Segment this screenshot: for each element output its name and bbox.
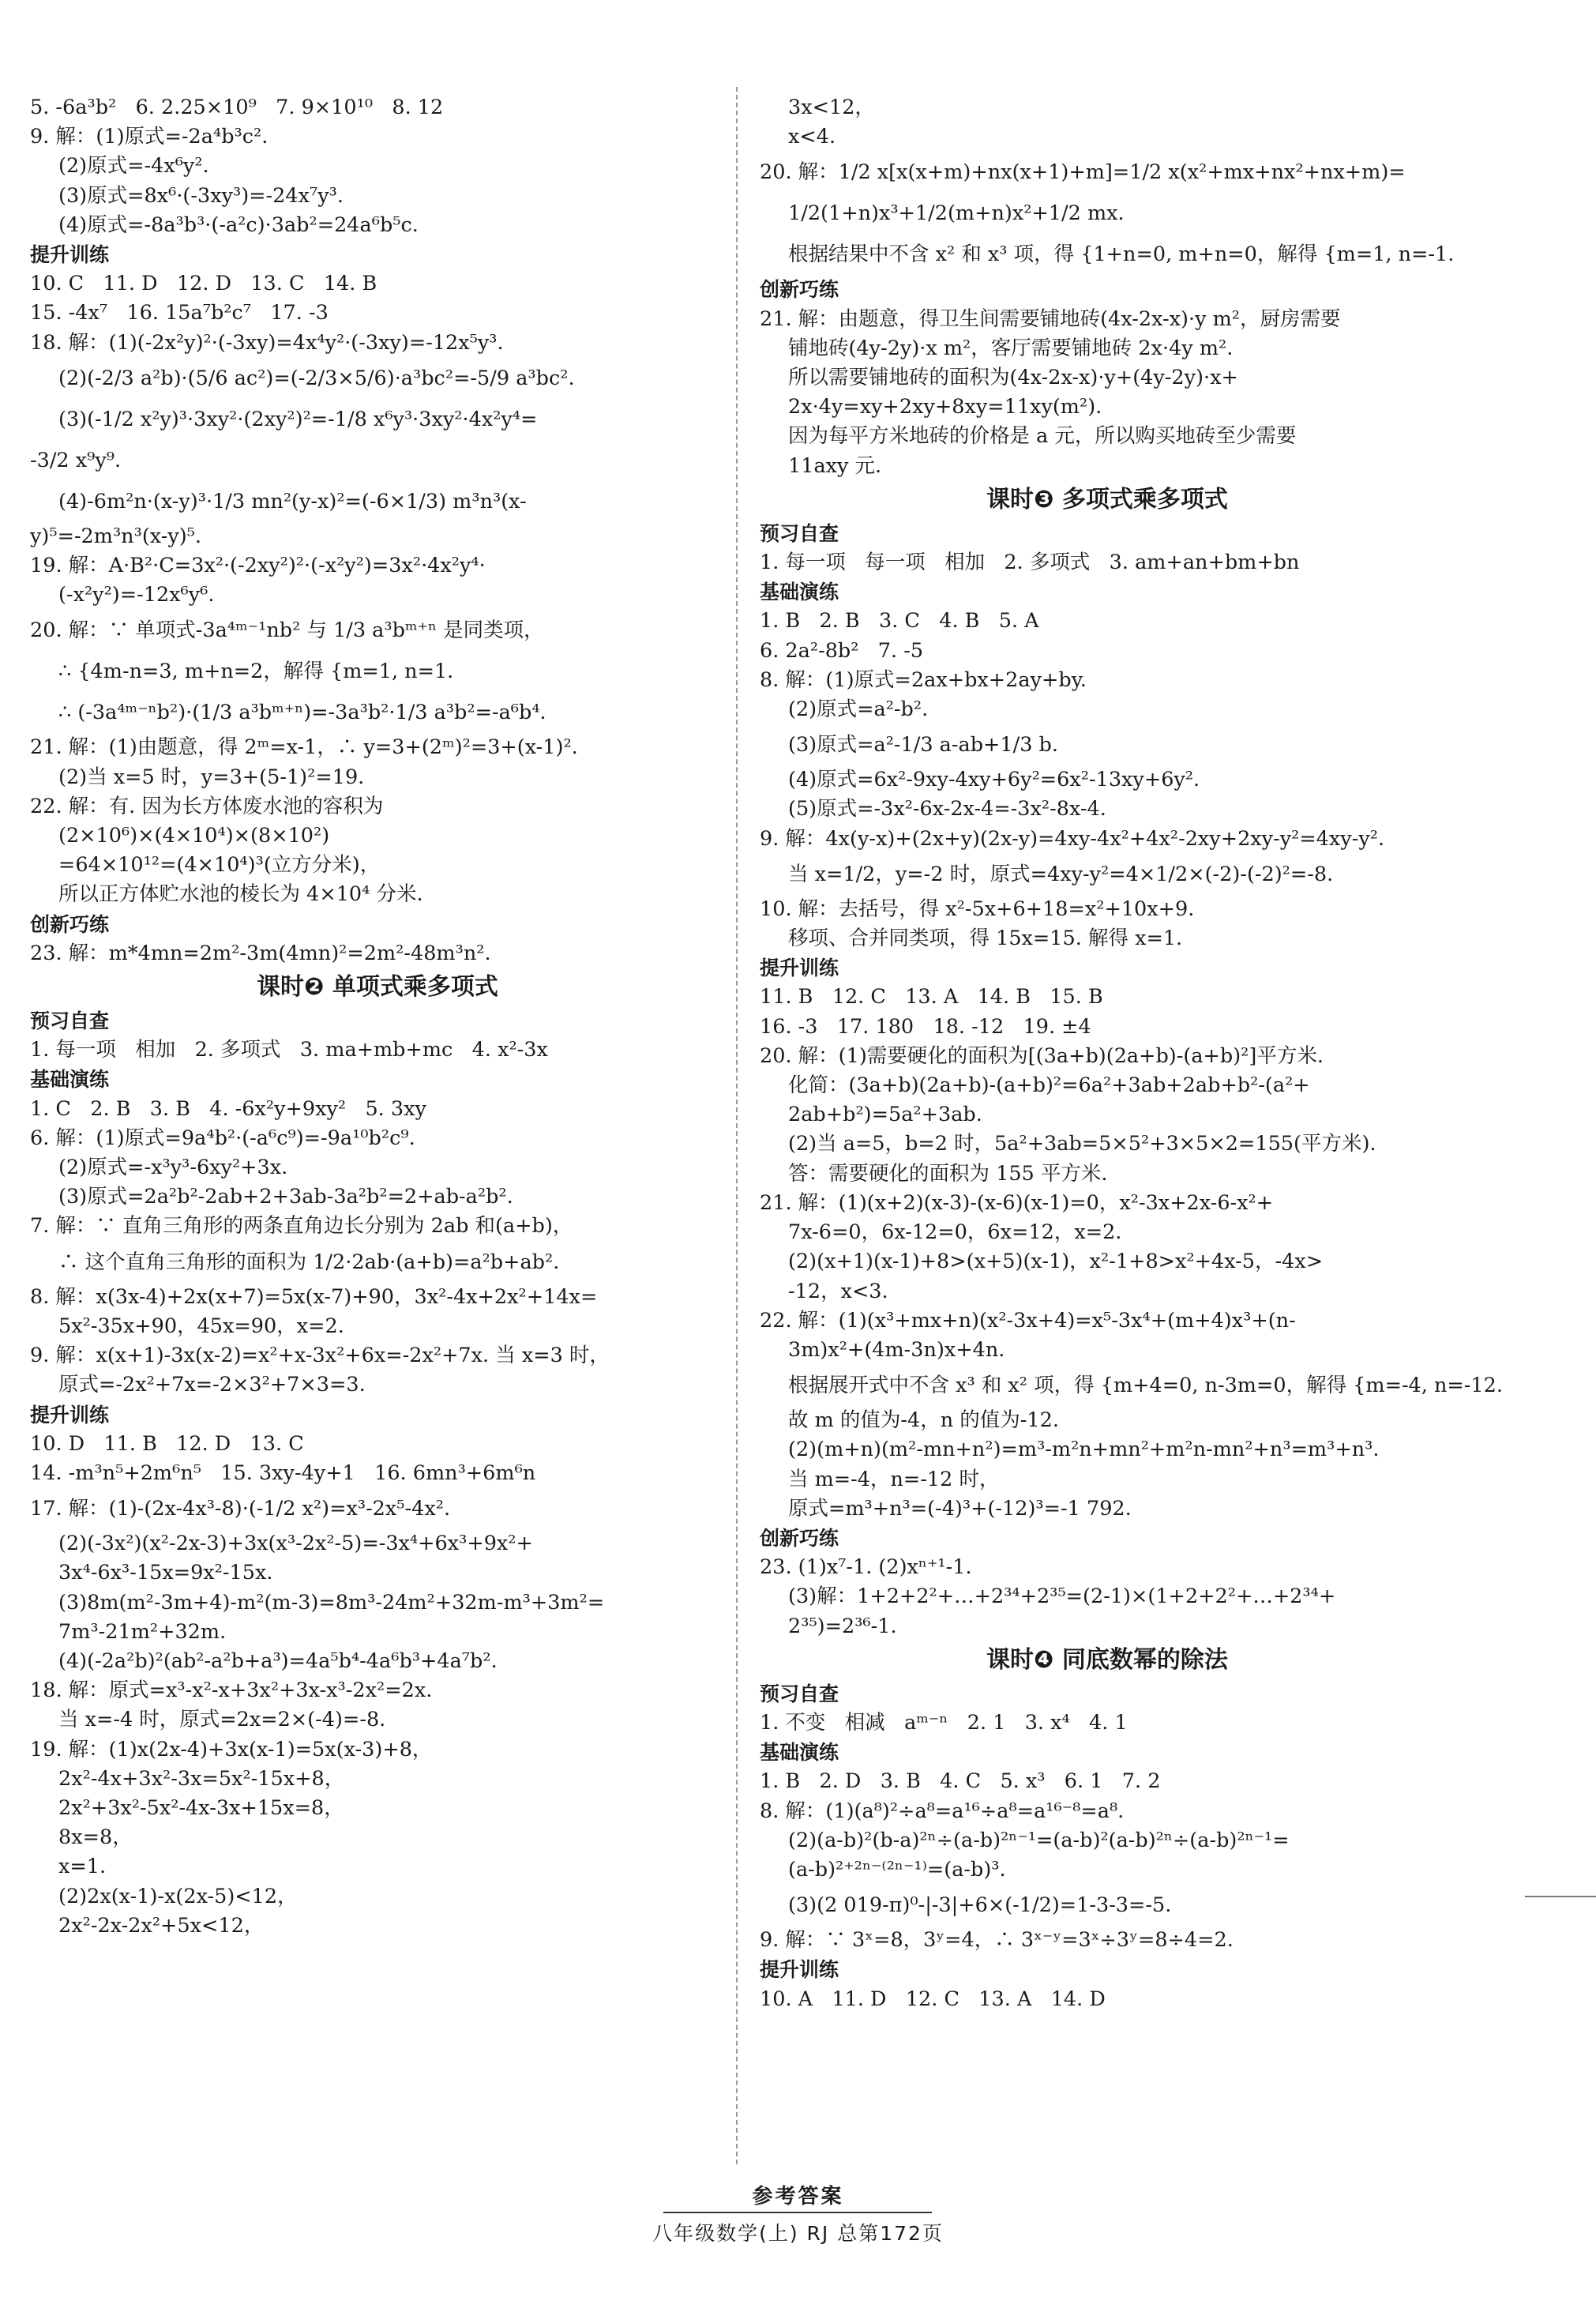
answer-line: ∴ (-3a⁴ᵐ⁻ⁿb²)·(1/3 a³bᵐ⁺ⁿ)=-3a³b²·1/3 a³b²=-a⁶b⁴. <box>58 701 546 725</box>
answer-line: -3/2 x⁹y⁹. <box>30 448 122 472</box>
answer-line: 所以正方体贮水池的棱长为 4×10⁴ 分米. <box>58 882 423 907</box>
answer-line: 20. 解：∵ 单项式-3a⁴ᵐ⁻¹nb² 与 1/3 a³bᵐ⁺ⁿ 是同类项， <box>30 618 544 643</box>
answer-line: 3x<12， <box>788 96 875 119</box>
answer-line: 原式=-2x²+7x=-2×3²+7×3=3. <box>58 1373 366 1397</box>
answer-line: 6. 2a²-8b² 7. -5 <box>760 638 924 663</box>
answer-line: 8x=8， <box>58 1825 133 1850</box>
answer-line: (5)原式=-3x²-6x-2x-4=-3x²-8x-4. <box>788 797 1106 821</box>
answer-line: (2)(a-b)²(b-a)²ⁿ÷(a-b)²ⁿ⁻¹=(a-b)²(a-b)²ⁿ÷(a-b)²ⁿ⁻¹= <box>788 1828 1290 1852</box>
answer-line: 1. 每一项 相加 2. 多项式 3. ma+mb+mc 4. x²-3x <box>30 1038 548 1062</box>
answer-line: 铺地砖(4y-2y)·x m²，客厅需要铺地砖 2x·4y m². <box>788 336 1234 360</box>
footer-title: 参考答案 <box>752 2185 844 2209</box>
answer-line: 8. 解：x(3x-4)+2x(x+7)=5x(x-7)+90，3x²-4x+2x²+14x= <box>30 1284 598 1309</box>
answer-line: 5x²-35x+90，45x=90，x=2. <box>58 1314 344 1338</box>
answer-line: 1/2(1+n)x³+1/2(m+n)x²+1/2 mx. <box>788 201 1125 226</box>
answer-line: 根据结果中不含 x² 和 x³ 项，得 {1+n=0, m+n=0，解得 {m=1, n=-1. <box>788 242 1455 267</box>
answer-line: 2x·4y=xy+2xy+8xy=11xy(m²). <box>788 395 1102 419</box>
answer-line: 23. 解：m*4mn=2m²-3m(4mn)²=2m²-48m³n². <box>30 941 491 965</box>
answer-line: 7m³-21m²+32m. <box>58 1619 227 1644</box>
answer-line: (4)(-2a²b)²(ab²-a²b+a³)=4a⁵b⁴-4a⁶b³+4a⁷b². <box>58 1648 498 1673</box>
answer-line: 根据展开式中不含 x³ 和 x² 项，得 {m+4=0, n-3m=0，解得 {m=-4, n=-12. <box>788 1374 1503 1398</box>
answer-line: (3)8m(m²-3m+4)-m²(m-3)=8m³-24m²+32m-m³+3m²= <box>58 1590 605 1615</box>
answer-line: 8. 解：(1)原式=2ax+bx+2ay+by. <box>760 667 1087 692</box>
column-divider <box>736 87 738 2164</box>
footer-rule <box>663 2212 932 2213</box>
answer-line: 9. 解：∵ 3ˣ=8，3ʸ=4，∴ 3ˣ⁻ʸ=3ˣ÷3ʸ=8÷4=2. <box>760 1928 1234 1953</box>
answer-line: (2×10⁶)×(4×10⁴)×(8×10²) <box>58 824 330 848</box>
answer-line: 1. C 2. B 3. B 4. -6x²y+9xy² 5. 3xy <box>30 1096 426 1121</box>
crop-mark <box>1525 1896 1596 1897</box>
footer-subtitle: 八年级数学(上) RJ 总第172页 <box>652 2222 944 2245</box>
answer-line: (3)原式=a²-1/3 a-ab+1/3 b. <box>788 733 1058 758</box>
section-heading: 预习自查 <box>30 1009 110 1033</box>
answer-line: (2)原式=-4x⁶y². <box>58 154 209 179</box>
section-heading: 基础演练 <box>760 581 839 604</box>
answer-line: 10. D 11. B 12. D 13. C <box>30 1431 304 1456</box>
answer-line: 21. 解：(1)由题意，得 2ᵐ=x-1，∴ y=3+(2ᵐ)²=3+(x-1)². <box>30 735 578 760</box>
answer-line: 故 m 的值为-4，n 的值为-12. <box>788 1408 1059 1433</box>
section-heading: 预习自查 <box>760 1682 839 1705</box>
answer-line: (-x²y²)=-12x⁶y⁶. <box>58 583 215 607</box>
answer-line: (3)(2 019-π)⁰-|-3|+6×(-1/2)=1-3-3=-5. <box>788 1893 1172 1918</box>
answer-line: 移项、合并同类项，得 15x=15. 解得 x=1. <box>788 927 1183 951</box>
answer-line: 2³⁵)=2³⁶-1. <box>788 1614 897 1638</box>
right-column <box>760 93 1503 2014</box>
answer-line: y)⁵=-2m³n³(x-y)⁵. <box>30 524 202 548</box>
answer-line: 1. 每一项 每一项 相加 2. 多项式 3. am+an+bm+bn <box>760 551 1300 575</box>
answer-line: 20. 解：1/2 x[x(x+m)+nx(x+1)+m]=1/2 x(x²+mx+nx²+nx+m)= <box>760 160 1406 185</box>
answer-line: (3)原式=8x⁶·(-3xy³)=-24x⁷y³. <box>58 183 344 208</box>
section-heading: 提升训练 <box>30 1403 110 1427</box>
answer-line: 11. B 12. C 13. A 14. B 15. B <box>760 985 1103 1009</box>
answer-line: 9. 解：4x(y-x)+(2x+y)(2x-y)=4xy-4x²+4x²-2xy+2xy-y²=4xy-y². <box>760 826 1385 851</box>
answer-line: 10. A 11. D 12. C 13. A 14. D <box>760 1987 1106 2011</box>
section-heading: 创新巧练 <box>30 912 110 936</box>
answer-line: (2)原式=a²-b². <box>788 697 929 722</box>
answer-line: 21. 解：(1)(x+2)(x-3)-(x-6)(x-1)=0，x²-3x+2x-6-x²+ <box>760 1190 1274 1215</box>
answer-line: (2)(-2/3 a²b)·(5/6 ac²)=(-2/3×5/6)·a³bc²=-5/9 a³bc². <box>58 366 575 390</box>
answer-line: 9. 解：(1)原式=-2a⁴b³c². <box>30 125 269 149</box>
answer-line: 20. 解：(1)需要硬化的面积为[(3a+b)(2a+b)-(a+b)²]平方米. <box>760 1043 1324 1068</box>
answer-line: 2x²+3x²-5x²-4x-3x+15x=8， <box>58 1795 344 1820</box>
answer-line: (2)当 x=5 时，y=3+(5-1)²=19. <box>58 765 365 789</box>
answer-line: x<4. <box>788 125 836 149</box>
answer-line: 答：需要硬化的面积为 155 平方米. <box>788 1161 1108 1186</box>
section-heading: 基础演练 <box>760 1741 839 1765</box>
answer-line: 5. -6a³b² 6. 2.25×10⁹ 7. 9×10¹⁰ 8. 12 <box>30 96 444 119</box>
answer-line: (3)原式=2a²b²-2ab+2+3ab-3a²b²=2+ab-a²b². <box>58 1185 513 1209</box>
answer-line: 1. B 2. B 3. C 4. B 5. A <box>760 609 1039 633</box>
answer-line: (2)(x+1)(x-1)+8>(x+5)(x-1)，x²-1+8>x²+4x-5，-4x> <box>788 1250 1324 1274</box>
answer-line: (3)解：1+2+2²+…+2³⁴+2³⁵=(2-1)×(1+2+2²+…+2³⁴+ <box>788 1585 1336 1609</box>
answer-line: 19. 解：A·B²·C=3x²·(-2xy²)²·(-x²y²)=3x²·4x²y⁴· <box>30 554 486 578</box>
answer-line: 22. 解：(1)(x³+mx+n)(x²-3x+4)=x⁵-3x⁴+(m+4)x³+(n- <box>760 1308 1296 1333</box>
answer-line: 7x-6=0，6x-12=0，6x=12，x=2. <box>788 1220 1122 1245</box>
answer-line: 2x²-4x+3x²-3x=5x²-15x+8， <box>58 1766 345 1791</box>
answer-line: ∴ 这个直角三角形的面积为 1/2·2ab·(a+b)=a²b+ab². <box>58 1250 560 1274</box>
answer-line: 23. (1)x⁷-1. (2)xⁿ⁺¹-1. <box>760 1555 972 1580</box>
answer-line: 21. 解：由题意，得卫生间需要铺地砖(4x-2x-x)·y m²，厨房需要 <box>760 306 1341 331</box>
section-heading: 提升训练 <box>760 957 839 980</box>
answer-line: 3x⁴-6x³-15x=9x²-15x. <box>58 1561 273 1585</box>
answer-line: 11axy 元. <box>788 453 882 478</box>
answer-line: 原式=m³+n³=(-4)³+(-12)³=-1 792. <box>788 1496 1132 1521</box>
answer-line: (2)当 a=5，b=2 时，5a²+3ab=5×5²+3×5×2=155(平方米). <box>788 1132 1376 1156</box>
lesson-title: 课时❹ 同底数幂的除法 <box>986 1645 1228 1674</box>
answer-line: -12，x<3. <box>788 1279 888 1303</box>
answer-line: 14. -m³n⁵+2m⁶n⁵ 15. 3xy-4y+1 16. 6mn³+6m⁶n <box>30 1461 536 1485</box>
answer-line: (2)(m+n)(m²-mn+n²)=m³-m²n+mn²+m²n-mn²+n³=m³+n³. <box>788 1438 1380 1462</box>
answer-line: 1. 不变 相减 aᵐ⁻ⁿ 2. 1 3. x⁴ 4. 1 <box>760 1710 1128 1735</box>
answer-line: (3)(-1/2 x²y)³·3xy²·(2xy²)²=-1/8 x⁶y³·3xy²·4x²y⁴= <box>58 407 538 431</box>
answer-line: 18. 解：原式=x³-x²-x+3x²+3x-x³-2x²=2x. <box>30 1679 433 1703</box>
answer-line: (2)(-3x²)(x²-2x-3)+3x(x³-2x²-5)=-3x⁴+6x³+9x²+ <box>58 1532 533 1556</box>
answer-line: 6. 解：(1)原式=9a⁴b²·(-a⁶c⁹)=-9a¹⁰b²c⁹. <box>30 1126 415 1150</box>
left-column <box>30 93 725 1941</box>
answer-line: ∴ {4m-n=3, m+n=2，解得 {m=1, n=1. <box>58 660 454 684</box>
answer-line: 17. 解：(1)-(2x-4x³-8)·(-1/2 x²)=x³-2x⁵-4x². <box>30 1497 451 1521</box>
answer-line: 18. 解：(1)(-2x²y)²·(-3xy)=4x⁴y²·(-3xy)=-12x⁵y³. <box>30 330 504 355</box>
answer-line: 2x²-2x-2x²+5x<12， <box>58 1913 265 1938</box>
answer-line: 因为每平方米地砖的价格是 a 元，所以购买地砖至少需要 <box>788 424 1297 449</box>
answer-line: 8. 解：(1)(a⁸)²÷a⁸=a¹⁶÷a⁸=a¹⁶⁻⁸=a⁸. <box>760 1799 1125 1823</box>
answer-line: 10. 解：去括号，得 x²-5x+6+18=x²+10x+9. <box>760 897 1195 921</box>
answer-line: 当 x=-4 时，原式=2x=2×(-4)=-8. <box>58 1708 386 1732</box>
section-heading: 创新巧练 <box>760 278 839 302</box>
answer-line: (4)原式=6x²-9xy-4xy+6y²=6x²-13xy+6y². <box>788 768 1200 792</box>
answer-line: =64×10¹²=(4×10⁴)³(立方分米)， <box>58 853 381 878</box>
answer-line: (4)原式=-8a³b³·(-a²c)·3ab²=24a⁶b⁵c. <box>58 212 419 237</box>
answer-line: 7. 解：∵ 直角三角形的两条直角边长分别为 2ab 和(a+b)， <box>30 1214 573 1239</box>
answer-line: 2ab+b²)=5a²+3ab. <box>788 1103 982 1127</box>
answer-line: (4)-6m²n·(x-y)³·1/3 mn²(y-x)²=(-6×1/3) m³n³(x- <box>58 489 527 513</box>
answer-line: (2)2x(x-1)-x(2x-5)<12， <box>58 1884 298 1908</box>
answer-line: 化简：(3a+b)(2a+b)-(a+b)²=6a²+3ab+2ab+b²-(a²+ <box>788 1073 1310 1098</box>
answer-line: 15. -4x⁷ 16. 15a⁷b²c⁷ 17. -3 <box>30 301 329 325</box>
answer-line: (a-b)²⁺²ⁿ⁻⁽²ⁿ⁻¹⁾=(a-b)³. <box>788 1857 1006 1882</box>
section-heading: 创新巧练 <box>760 1526 839 1550</box>
answer-line: 9. 解：x(x+1)-3x(x-2)=x²+x-3x²+6x=-2x²+7x. 当 x=3 时， <box>30 1344 610 1368</box>
answer-line: 3m)x²+(4m-3n)x+4n. <box>788 1337 1005 1362</box>
section-heading: 提升训练 <box>760 1958 839 1982</box>
section-heading: 预习自查 <box>760 521 839 545</box>
answer-line: (2)原式=-x³y³-6xy²+3x. <box>58 1156 288 1180</box>
answer-line: 22. 解：有. 因为长方体废水池的容积为 <box>30 794 384 818</box>
answer-line: 当 x=1/2，y=-2 时，原式=4xy-y²=4×1/2×(-2)-(-2)²=-8. <box>788 862 1334 886</box>
answer-line: x=1. <box>58 1855 107 1879</box>
section-heading: 基础演练 <box>30 1068 110 1092</box>
section-heading: 提升训练 <box>30 243 110 267</box>
answer-line: 1. B 2. D 3. B 4. C 5. x³ 6. 1 7. 2 <box>760 1769 1161 1794</box>
answer-line: 19. 解：(1)x(2x-4)+3x(x-1)=5x(x-3)+8， <box>30 1737 433 1761</box>
answer-line: 所以需要铺地砖的面积为(4x-2x-x)·y+(4y-2y)·x+ <box>788 366 1238 390</box>
lesson-title: 课时❸ 多项式乘多项式 <box>986 485 1228 513</box>
answer-line: 当 m=-4，n=-12 时， <box>788 1467 1000 1491</box>
answer-line: 16. -3 17. 180 18. -12 19. ±4 <box>760 1014 1091 1039</box>
lesson-title: 课时❷ 单项式乘多项式 <box>257 973 498 1002</box>
answer-line: 10. C 11. D 12. D 13. C 14. B <box>30 272 377 296</box>
